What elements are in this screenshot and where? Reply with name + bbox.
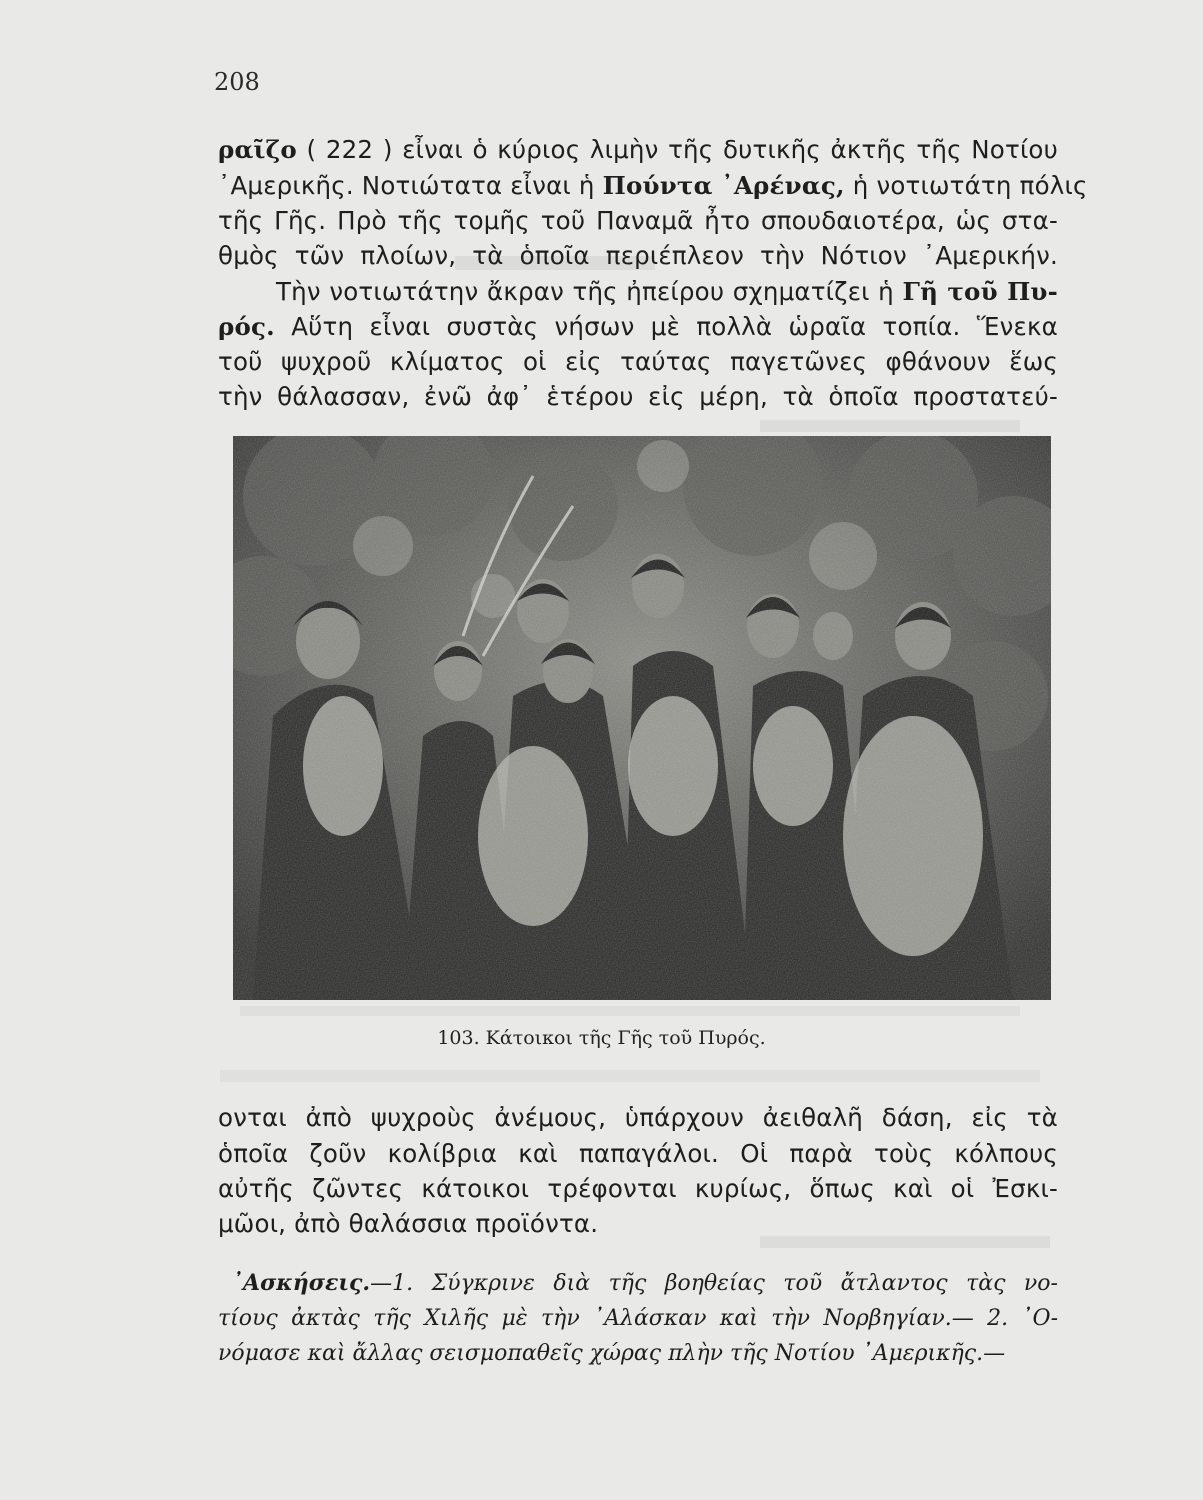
exercise-line: τίους ἀκτὰς τῆς Χιλῆς μὲ τὴν ᾿Αλάσκαν καὶ τὴν Νορβηγίαν.— 2. ᾿Ο- <box>218 1306 1058 1331</box>
text-line <box>218 345 1058 379</box>
page-number: 208 <box>214 68 260 96</box>
text-line <box>218 310 1058 344</box>
photograph-fuegians <box>233 436 1051 1000</box>
text-line <box>218 239 1058 273</box>
text-line <box>218 204 1058 238</box>
text-line <box>218 133 1058 167</box>
figure-caption: 103. Κάτοικοι τῆς Γῆς τοῦ Πυρός. <box>437 1027 766 1049</box>
text-line: αὐτῆς ζῶντες κάτοικοι τρέφονται κυρίως, ὅπως καὶ οἱ Ἐσκι- <box>218 1174 1058 1203</box>
text-run: Αὕτη εἶναι συστὰς νήσων μὲ πολλὰ ὡραῖα τοπία. Ἕνεκα <box>274 312 1058 341</box>
text-run: ἡ νοτιωτάτη πόλις <box>844 171 1088 200</box>
exercise-line: νόμασε καὶ ἄλλας σεισμοπαθεῖς χώρας πλὴν τῆς Νοτίου ᾿Αμερικῆς.— <box>218 1341 1006 1366</box>
text-run: ( 222 ) εἶναι ὁ κύριος λιμὴν τῆς δυτικῆς ἀκτῆς τῆς Νοτίου <box>296 135 1058 164</box>
bold-term: Γῆ τοῦ Πυ- <box>902 277 1058 306</box>
exercise-text: —1. Σύγκρινε διὰ τῆς βοηθείας τοῦ ἄτλαντος τὰς νο- <box>370 1271 1058 1296</box>
bold-term: ραῖζο <box>218 135 297 164</box>
text-run: Τὴν νοτιωτάτην ἄκραν τῆς ἠπείρου σχηματίζει ἡ <box>276 277 903 306</box>
text-run: θμὸς τῶν πλοίων, τὰ ὁποῖα περιέπλεον τὴν Νότιον ᾿Αμερικήν. <box>218 241 1058 270</box>
exercises-heading: ᾿Ασκήσεις. <box>232 1270 371 1296</box>
text-run: τῆς Γῆς. Πρὸ τῆς τομῆς τοῦ Παναμᾶ ἦτο σπουδαιοτέρα, ὡς στα- <box>218 206 1058 235</box>
text-run: τὴν θάλασσαν, ἐνῶ ἀφ᾿ ἑτέρου εἰς μέρη, τὰ ὁποῖα προστατεύ- <box>218 382 1058 411</box>
exercise-line <box>232 1267 1058 1300</box>
text-line: μῶοι, ἀπὸ θαλάσσια προϊόντα. <box>218 1209 599 1238</box>
bold-term: Πούντα ᾿Αρένας, <box>602 171 845 200</box>
text-line <box>218 169 1088 203</box>
text-line: ονται ἀπὸ ψυχροὺς ἀνέμους, ὑπάρχουν ἀειθαλῆ δάση, εἰς τὰ <box>218 1103 1058 1132</box>
text-line <box>218 380 1058 414</box>
bold-term: ρός. <box>218 312 275 341</box>
text-run: ᾿Αμερικῆς. Νοτιώτατα εἶναι ἡ <box>218 171 603 200</box>
text-line <box>276 275 1058 309</box>
text-line: ὁποῖα ζοῦν κολίβρια καὶ παπαγάλοι. Οἱ παρὰ τοὺς κόλπους <box>218 1139 1058 1168</box>
text-run: τοῦ ψυχροῦ κλίματος οἱ εἰς ταύτας παγετῶνες φθάνουν ἕως <box>218 347 1058 376</box>
